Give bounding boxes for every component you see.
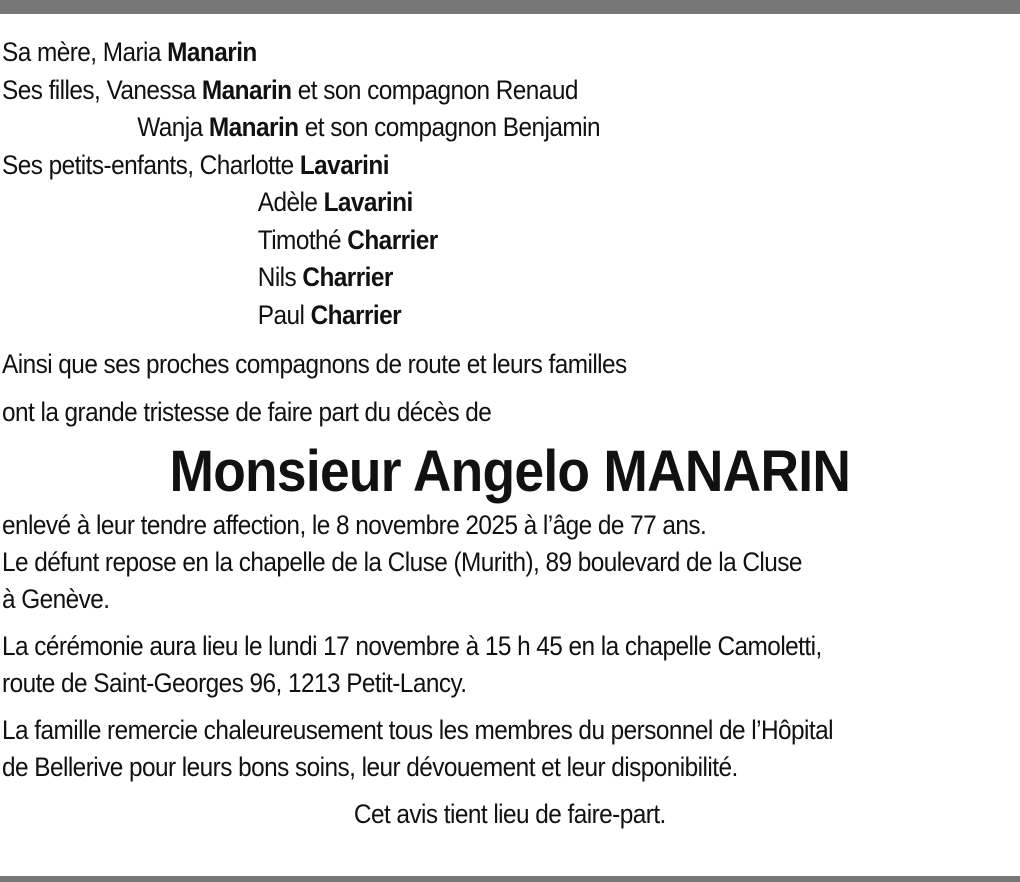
repose-line-2: à Genève.	[2, 584, 110, 614]
grandchild-line-1: Ses petits-enfants, Charlotte Lavarini	[2, 149, 389, 180]
ceremony-line-2: route de Saint-Georges 96, 1213 Petit-Lancy.	[2, 668, 467, 698]
death-announcement-line: enlevé à leur tendre affection, le 8 novembre 2025 à l’âge de 77 ans.	[2, 510, 707, 540]
deceased-name-heading: Monsieur Angelo MANARIN	[169, 439, 851, 504]
grandchild-line-5: Paul Charrier	[257, 299, 402, 330]
grandchild-line-2: Adèle Lavarini	[257, 187, 413, 217]
repose-line-1: Le défunt repose en la chapelle de la Cluse (Murith), 89 boulevard de la Cluse	[2, 547, 802, 577]
daughter-line-2: Wanja Manarin et son compagnon Benjamin	[137, 112, 600, 142]
ceremony-line-1: La cérémonie aura lieu le lundi 17 novembre à 15 h 45 en la chapelle Camoletti,	[2, 631, 822, 661]
intro-line-2: ont la grande tristesse de faire part du décès de	[2, 396, 492, 427]
daughter-line-1: Ses filles, Vanessa Manarin et son compagnon Renaud	[2, 74, 578, 105]
mother-line: Sa mère, Maria Manarin	[2, 37, 257, 67]
obituary-notice	[2, 34, 1018, 833]
top-border-rule	[0, 0, 1020, 14]
thanks-line-2: de Bellerive pour leurs bons soins, leur dévouement et leur disponibilité.	[2, 752, 738, 782]
thanks-line-1: La famille remercie chaleureusement tous les membres du personnel de l’Hôpital	[2, 715, 834, 745]
grandchild-line-4: Nils Charrier	[257, 262, 393, 292]
bottom-border-rule	[0, 876, 1020, 882]
intro-line-1: Ainsi que ses proches compagnons de route et leurs familles	[2, 349, 627, 379]
closing-line: Cet avis tient lieu de faire-part.	[353, 799, 666, 829]
grandchild-line-3: Timothé Charrier	[257, 224, 438, 255]
